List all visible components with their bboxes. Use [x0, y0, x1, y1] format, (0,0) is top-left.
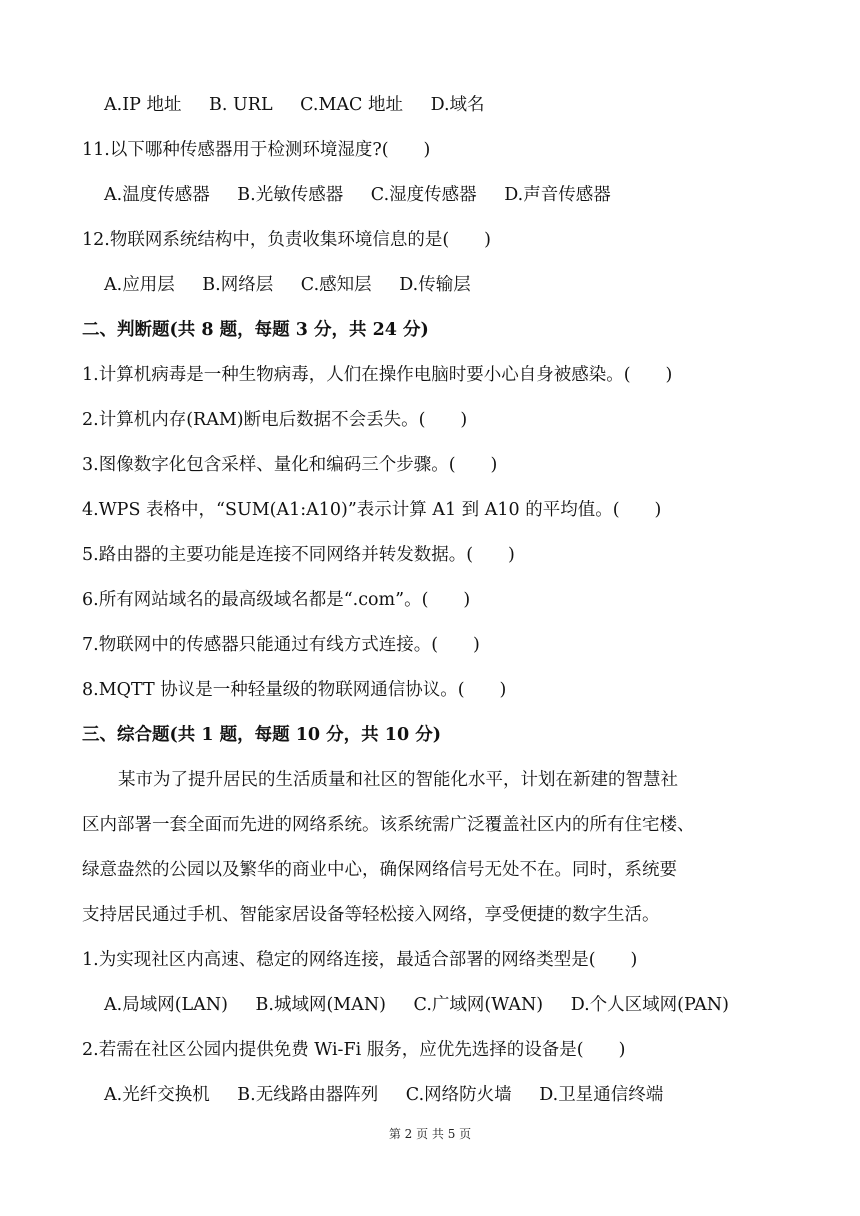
tf-item-2: 2.计算机内存(RAM)断电后数据不会丢失。( ): [82, 410, 468, 430]
q11-option-a: A.温度传感器: [104, 185, 210, 205]
s3-q1-text: 1.为实现社区内高速、稳定的网络连接，最适合部署的网络类型是( ): [82, 950, 638, 970]
q12-option-d: D.传输层: [399, 275, 471, 295]
q11-option-b: B.光敏传感器: [237, 185, 344, 205]
s3-q1-option-a: A.局域网(LAN): [104, 995, 228, 1015]
q11-options: [104, 183, 611, 207]
q10-option-c: C.MAC 地址: [300, 95, 403, 115]
tf-item-5: 5.路由器的主要功能是连接不同网络并转发数据。( ): [82, 545, 515, 565]
s3-q2-text: 2.若需在社区公园内提供免费 Wi-Fi 服务，应优先选择的设备是( ): [82, 1040, 626, 1060]
s3-q1-options: [104, 993, 729, 1017]
q11-text: 11.以下哪种传感器用于检测环境湿度?( ): [82, 140, 431, 160]
q12-option-a: A.应用层: [104, 275, 175, 295]
s3-q2-option-d: D.卫星通信终端: [539, 1085, 664, 1105]
section3-title: 三、综合题(共 1 题，每题 10 分，共 10 分): [82, 725, 441, 745]
scenario-line-3: 绿意盎然的公园以及繁华的商业中心，确保网络信号无处不在。同时，系统要: [82, 860, 677, 880]
q12-options: [104, 273, 471, 297]
tf-item-7: 7.物联网中的传感器只能通过有线方式连接。( ): [82, 635, 480, 655]
s3-q2-options: [104, 1083, 663, 1107]
tf-item-6: 6.所有网站域名的最高级域名都是“.com”。( ): [82, 590, 471, 610]
s3-q2-option-a: A.光纤交换机: [104, 1085, 210, 1105]
section2-title: 二、判断题(共 8 题，每题 3 分，共 24 分): [82, 320, 429, 340]
q10-option-a: A.IP 地址: [104, 95, 182, 115]
q12-text: 12.物联网系统结构中，负责收集环境信息的是( ): [82, 230, 491, 250]
tf-item-8: 8.MQTT 协议是一种轻量级的物联网通信协议。( ): [82, 680, 507, 700]
q10-option-b: B. URL: [209, 95, 273, 115]
tf-item-1: 1.计算机病毒是一种生物病毒，人们在操作电脑时要小心自身被感染。( ): [82, 365, 673, 385]
q12-option-c: C.感知层: [300, 275, 372, 295]
s3-q1-option-c: C.广域网(WAN): [413, 995, 544, 1015]
q11-option-c: C.湿度传感器: [370, 185, 477, 205]
scenario-line-1: 某市为了提升居民的生活质量和社区的智能化水平，计划在新建的智慧社: [118, 770, 678, 790]
tf-item-4: 4.WPS 表格中，“SUM(A1:A10)”表示计算 A1 到 A10 的平均值。( ): [82, 500, 662, 520]
q10-option-d: D.域名: [430, 95, 485, 115]
s3-q1-option-b: B.城域网(MAN): [255, 995, 386, 1015]
tf-item-3: 3.图像数字化包含采样、量化和编码三个步骤。( ): [82, 455, 498, 475]
q12-option-b: B.网络层: [202, 275, 274, 295]
s3-q2-option-c: C.网络防火墙: [405, 1085, 512, 1105]
page-footer: 第 2 页 共 5 页: [388, 1127, 472, 1141]
q11-option-d: D.声音传感器: [504, 185, 611, 205]
s3-q1-option-d: D.个人区域网(PAN): [570, 995, 729, 1015]
s3-q2-option-b: B.无线路由器阵列: [237, 1085, 379, 1105]
scenario-line-2: 区内部署一套全面而先进的网络系统。该系统需广泛覆盖社区内的所有住宅楼、: [82, 815, 695, 835]
scenario-line-4: 支持居民通过手机、智能家居设备等轻松接入网络，享受便捷的数字生活。: [82, 905, 660, 925]
q10-options: [104, 93, 485, 117]
